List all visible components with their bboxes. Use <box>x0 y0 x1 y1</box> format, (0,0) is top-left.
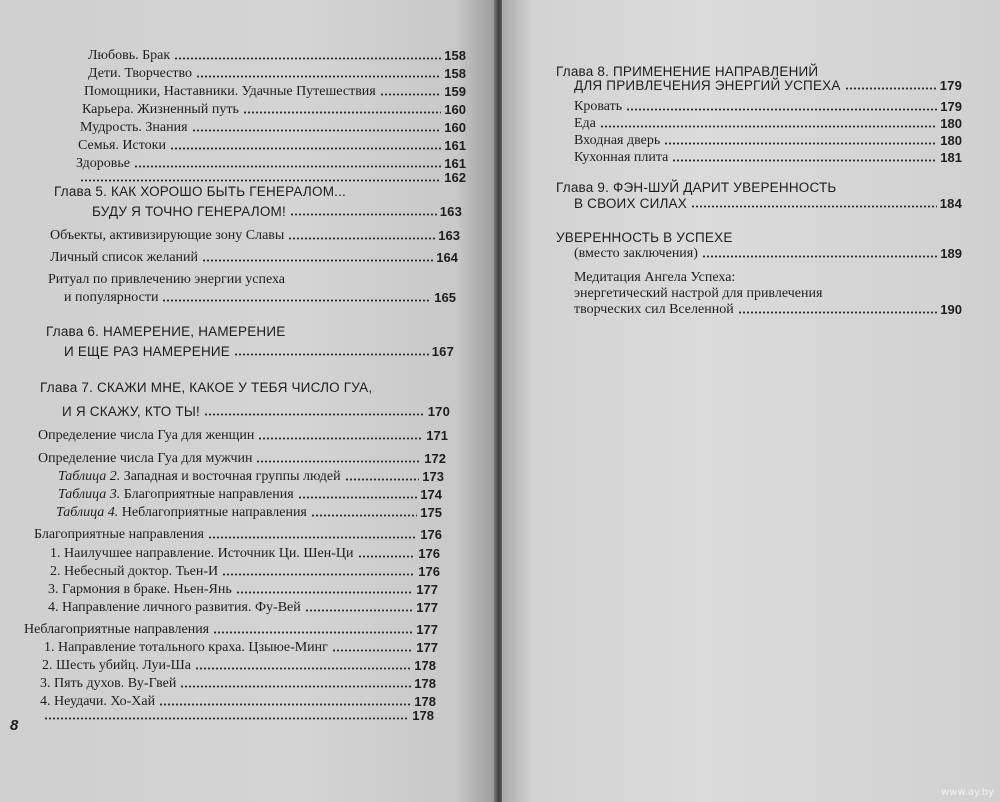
entry-title: Объекты, активизирующие зону Славы <box>50 228 285 243</box>
leader-dots <box>664 142 937 145</box>
leader-dots <box>258 437 423 440</box>
toc-entry-title: Ритуал по привлечению энергии успеха <box>48 272 286 287</box>
entry-page: 158 <box>444 66 466 81</box>
toc-entry <box>50 546 440 562</box>
table-title: Западная и восточная группы людей <box>123 469 341 484</box>
entry-title: Входная дверь <box>574 133 661 148</box>
toc-entry <box>40 708 434 724</box>
toc-entry <box>82 102 466 118</box>
toc-entry <box>64 290 456 306</box>
leader-dots <box>174 57 441 60</box>
leader-dots <box>738 311 938 314</box>
entry-title: Определение числа Гуа для женщин <box>38 428 255 443</box>
leader-dots <box>702 255 937 258</box>
entry-title: Личный список желаний <box>50 250 199 265</box>
toc-entry <box>38 428 448 444</box>
toc-entry <box>58 487 442 503</box>
entry-page: 179 <box>939 78 962 93</box>
entry-title: Неблагоприятные направления <box>24 622 210 637</box>
entry-page: 164 <box>436 250 458 265</box>
entry-page: 175 <box>420 505 442 520</box>
entry-page: 162 <box>444 170 466 185</box>
entry-title: Определение числа Гуа для мужчин <box>38 451 253 466</box>
entry-title: 2. Шесть убийц. Луи-Ша <box>42 658 191 673</box>
toc-entry <box>50 564 440 580</box>
leader-dots <box>332 649 413 652</box>
entry-page: 161 <box>444 138 466 153</box>
entry-title: Кровать <box>574 99 623 114</box>
toc-entry <box>88 48 466 64</box>
chapter-heading: Глава 5. КАК ХОРОШО БЫТЬ ГЕНЕРАЛОМ... <box>54 184 346 199</box>
entry-page: 180 <box>940 116 962 131</box>
leader-dots <box>208 536 417 539</box>
toc-entry <box>574 246 962 262</box>
leader-dots <box>196 75 441 78</box>
entry-page: 163 <box>439 204 462 219</box>
entry-title: Еда <box>574 116 596 131</box>
entry-title: В СВОИХ СИЛАХ <box>574 196 687 211</box>
leader-dots <box>134 165 441 168</box>
entry-page: 179 <box>940 99 962 114</box>
entry-page: 177 <box>416 622 438 637</box>
entry-title: Здоровье <box>76 156 130 171</box>
entry-page: 167 <box>431 344 454 359</box>
entry-page: 160 <box>444 120 466 135</box>
leader-dots <box>204 413 425 416</box>
entry-page: 158 <box>444 48 466 63</box>
entry-page: 174 <box>420 487 442 502</box>
leader-dots <box>290 213 437 216</box>
leader-dots <box>288 237 435 240</box>
leader-dots <box>298 496 418 499</box>
chapter-heading: Глава 9. ФЭН-ШУЙ ДАРИТ УВЕРЕННОСТЬ <box>556 180 837 195</box>
toc-entry <box>42 658 436 674</box>
leader-dots <box>691 205 937 208</box>
entry-page: 181 <box>940 150 962 165</box>
toc-entry <box>84 84 466 100</box>
entry-page: 170 <box>427 404 450 419</box>
leader-dots <box>180 685 411 688</box>
toc-entry <box>78 138 466 154</box>
entry-title: (вместо заключения) <box>574 246 698 261</box>
entry-page: 165 <box>434 290 456 305</box>
leader-dots <box>162 299 431 302</box>
toc-entry <box>50 250 458 266</box>
toc-entry <box>58 469 444 485</box>
entry-page: 173 <box>422 469 444 484</box>
toc-entry <box>64 344 454 360</box>
entry-title: Карьера. Жизненный путь <box>82 102 239 117</box>
leader-dots <box>358 555 416 558</box>
entry-title: Благоприятные направления <box>34 527 204 542</box>
leader-dots <box>202 259 433 262</box>
entry-page: 178 <box>414 676 436 691</box>
toc-entry-title: энергетический настрой для привлечения <box>574 286 823 301</box>
entry-title <box>58 469 341 485</box>
toc-entry <box>62 404 450 420</box>
leader-dots <box>159 703 411 706</box>
section-heading: УВЕРЕННОСТЬ В УСПЕХЕ <box>556 230 733 245</box>
entry-page: 190 <box>940 302 962 317</box>
entry-page: 161 <box>444 156 466 171</box>
entry-page: 171 <box>426 428 448 443</box>
entry-title: Дети. Творчество <box>88 66 193 81</box>
entry-title: 3. Пять духов. Ву-Гвей <box>40 676 177 691</box>
entry-title <box>56 505 307 521</box>
leader-dots <box>345 478 420 481</box>
entry-page: 178 <box>414 658 436 673</box>
leader-dots <box>672 159 937 162</box>
table-title: Благоприятные направления <box>123 487 294 502</box>
toc-entry <box>44 640 438 656</box>
right-page <box>502 0 1000 802</box>
entry-title: и популярности <box>64 290 159 305</box>
entry-title: творческих сил Вселенной <box>574 302 734 317</box>
toc-entry <box>88 66 466 82</box>
table-title: Неблагоприятные направления <box>121 505 307 520</box>
toc-entry <box>574 196 962 212</box>
leader-dots <box>44 717 409 720</box>
toc-entry <box>24 622 438 638</box>
watermark: www.ay.by <box>941 787 994 798</box>
toc-entry <box>56 505 442 521</box>
leader-dots <box>243 111 441 114</box>
entry-page: 176 <box>418 564 440 579</box>
leader-dots <box>213 631 413 634</box>
entry-page: 177 <box>416 582 438 597</box>
page-number: 8 <box>10 717 19 734</box>
leader-dots <box>256 460 421 463</box>
toc-entry <box>48 582 438 598</box>
leader-dots <box>845 87 937 90</box>
left-page <box>0 0 496 802</box>
leader-dots <box>236 591 414 594</box>
toc-entry <box>574 150 962 166</box>
leader-dots <box>192 129 442 132</box>
toc-entry <box>574 116 962 132</box>
entry-title: 1. Наилучшее направление. Источник Ци. Шен-Ци <box>50 546 354 561</box>
leader-dots <box>305 609 414 612</box>
entry-title: Семья. Истоки <box>78 138 166 153</box>
toc-entry <box>48 600 438 616</box>
chapter-heading: Глава 6. НАМЕРЕНИЕ, НАМЕРЕНИЕ <box>46 324 286 339</box>
chapter-heading: Глава 8. ПРИМЕНЕНИЕ НАПРАВЛЕНИЙ <box>556 64 819 79</box>
entry-page: 159 <box>444 84 466 99</box>
entry-page: 184 <box>939 196 962 211</box>
leader-dots <box>80 179 441 182</box>
entry-title: 2. Небесный доктор. Тьен-И <box>50 564 219 579</box>
table-label: Таблица 2. <box>58 469 121 484</box>
toc-entry-title: Медитация Ангела Успеха: <box>574 270 736 285</box>
toc-entry <box>34 527 442 543</box>
leader-dots <box>195 667 411 670</box>
leader-dots <box>626 108 937 111</box>
entry-title: Любовь. Брак <box>88 48 171 63</box>
toc-entry <box>92 204 462 220</box>
entry-title: 4. Направление личного развития. Фу-Вей <box>48 600 301 615</box>
entry-page: 172 <box>424 451 446 466</box>
leader-dots <box>311 514 417 517</box>
entry-page: 176 <box>420 527 442 542</box>
entry-title: 1. Направление тотального краха. Цзыюе-Минг <box>44 640 328 655</box>
entry-page: 189 <box>940 246 962 261</box>
table-label: Таблица 4. <box>56 505 119 520</box>
entry-title <box>58 487 294 503</box>
leader-dots <box>222 573 415 576</box>
entry-page: 180 <box>940 133 962 148</box>
entry-title: ДЛЯ ПРИВЛЕЧЕНИЯ ЭНЕРГИЙ УСПЕХА <box>574 78 841 93</box>
toc-entry <box>574 302 962 318</box>
entry-title: И Я СКАЖУ, КТО ТЫ! <box>62 404 200 419</box>
toc-entry <box>50 228 460 244</box>
entry-title: 3. Гармония в браке. Ньен-Янь <box>48 582 232 597</box>
toc-entry <box>80 120 466 136</box>
entry-title: И ЕЩЕ РАЗ НАМЕРЕНИЕ <box>64 344 230 359</box>
entry-title: Помощники, Наставники. Удачные Путешествия <box>84 84 376 99</box>
toc-entry <box>574 99 962 115</box>
entry-page: 177 <box>416 600 438 615</box>
entry-page: 178 <box>414 694 436 709</box>
toc-entry <box>574 78 962 94</box>
leader-dots <box>170 147 441 150</box>
entry-title: Мудрость. Знания <box>80 120 188 135</box>
entry-page: 176 <box>418 546 440 561</box>
toc-entry <box>40 676 436 692</box>
entry-title: 4. Неудачи. Хо-Хай <box>40 694 156 709</box>
entry-page: 177 <box>416 640 438 655</box>
table-label: Таблица 3. <box>58 487 121 502</box>
leader-dots <box>380 93 442 96</box>
entry-title: Кухонная плита <box>574 150 669 165</box>
entry-page: 160 <box>444 102 466 117</box>
entry-title: БУДУ Я ТОЧНО ГЕНЕРАЛОМ! <box>92 204 286 219</box>
chapter-heading: Глава 7. СКАЖИ МНЕ, КАКОЕ У ТЕБЯ ЧИСЛО ГУА, <box>40 380 373 395</box>
leader-dots <box>600 125 937 128</box>
toc-entry <box>574 133 962 149</box>
entry-page: 178 <box>412 708 434 723</box>
toc-entry <box>38 451 446 467</box>
leader-dots <box>234 353 429 356</box>
entry-page: 163 <box>438 228 460 243</box>
